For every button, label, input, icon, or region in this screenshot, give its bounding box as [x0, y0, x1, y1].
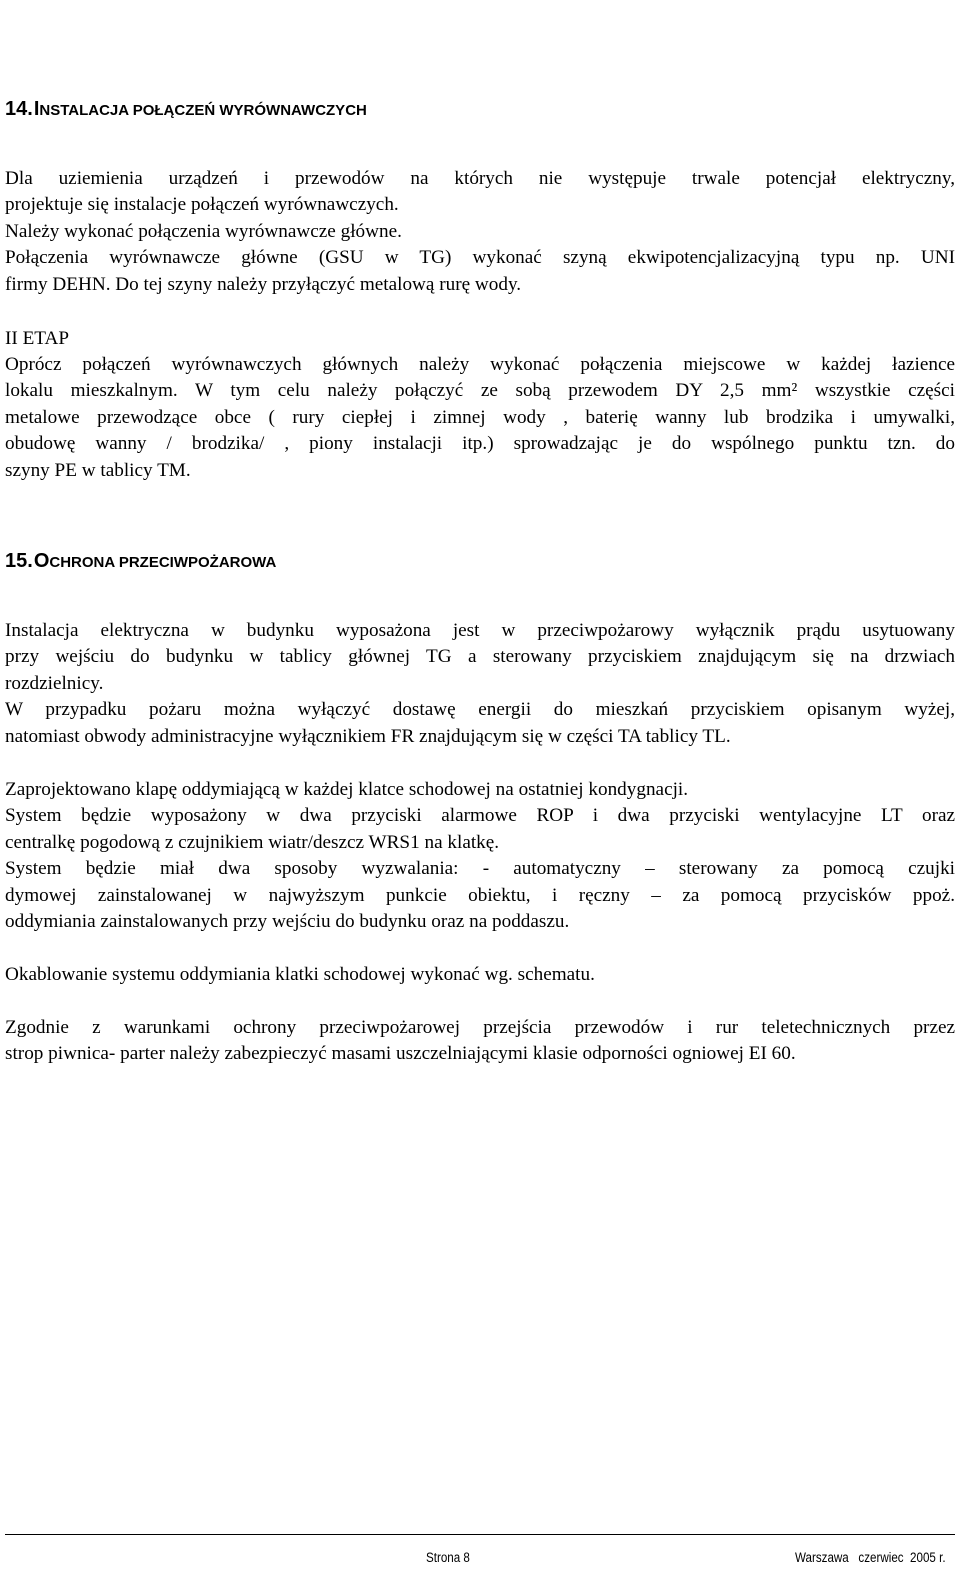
section-15-paragraph-4: [5, 1015, 955, 1068]
section-14-number: 14.: [5, 98, 33, 120]
text-line: System będzie wyposażony w dwa przyciski alarmowe ROP i dwa przyciski wentylacyjne LT oraz: [5, 805, 955, 827]
section-15-paragraph-3: Okablowanie systemu oddymiania klatki schodowej wykonać wg. schematu.: [5, 964, 595, 985]
footer-divider: [5, 1534, 955, 1535]
footer-page-number: Strona 8: [426, 1550, 470, 1565]
text-line: Dla uziemienia urządzeń i przewodów na których nie występuje trwale potencjał elektryczny,: [5, 168, 955, 189]
text-line: oddymiania zainstalowanych przy wejściu do budynku oraz na poddaszu.: [5, 911, 570, 933]
footer-place-date: Warszawa czerwiec 2005 r.: [795, 1550, 946, 1565]
text-line: rozdzielnicy.: [5, 672, 104, 694]
section-15-title-initial: O: [33, 550, 50, 572]
section-14-title-initial: I: [33, 98, 40, 120]
text-line: Oprócz połączeń wyrównawczych głównych należy wykonać połączenia miejscowe w każdej łazience: [5, 354, 955, 375]
section-15-title-rest: CHRONA PRZECIWPOŻAROWA: [49, 554, 277, 571]
section-15-paragraph-1: [5, 618, 955, 750]
text-line: Należy wykonać połączenia wyrównawcze główne.: [5, 220, 402, 242]
text-line: firmy DEHN. Do tej szyny należy przyłączyć metalową rurę wody.: [5, 273, 522, 295]
section-14-paragraph-1: [5, 166, 955, 298]
text-line: metalowe przewodzące obce ( rury ciepłej i zimnej wody , baterię wanny lub brodzika i umywalki,: [5, 406, 955, 428]
section-15-heading: [5, 550, 276, 573]
text-line: W przypadku pożaru można wyłączyć dostawę energii do mieszkań przyciskiem opisanym wyżej,: [5, 699, 955, 721]
section-15-number: 15.: [5, 550, 33, 572]
etap-label: II ETAP: [5, 328, 70, 349]
text-line: strop piwnica- parter należy zabezpieczyć masami uszczelniającymi klasie odporności ogniowej EI 60.: [5, 1043, 796, 1065]
section-15-paragraph-2: [5, 777, 955, 935]
section-14-heading: [5, 98, 367, 121]
text-line: Połączenia wyrównawcze główne (GSU w TG) wykonać szyną ekwipotencjalizacyjną typu np. UNI: [5, 247, 955, 269]
section-14-title-rest: NSTALACJA POŁĄCZEŃ WYRÓWNAWCZYCH: [39, 102, 367, 119]
text-line: obudowę wanny / brodzika/ , piony instalacji itp.) sprowadzając je do wspólnego punktu tzn. do: [5, 433, 955, 455]
text-line: dymowej zainstalowanej w najwyższym punkcie obiektu, i ręczny – za pomocą przycisków ppoż.: [5, 884, 955, 906]
text-line: centralkę pogodową z czujnikiem wiatr/deszcz WRS1 na klatkę.: [5, 831, 500, 853]
text-line: lokalu mieszkalnym. W tym celu należy połączyć ze sobą przewodem DY 2,5 mm² wszystkie części: [5, 380, 955, 402]
text-line: szyny PE w tablicy TM.: [5, 459, 191, 481]
text-line: projektuje się instalacje połączeń wyrównawczych.: [5, 194, 399, 216]
text-line: Zaprojektowano klapę oddymiającą w każdej klatce schodowej na ostatniej kondygnacji.: [5, 779, 689, 800]
text-line: przy wejściu do budynku w tablicy głównej TG a sterowany przyciskiem znajdującym się na drzwiach: [5, 646, 955, 668]
text-line: Zgodnie z warunkami ochrony przeciwpożarowej przejścia przewodów i rur teletechnicznych przez: [5, 1017, 955, 1038]
text-line: natomiast obwody administracyjne wyłącznikiem FR znajdującym się w części TA tablicy TL.: [5, 725, 731, 747]
section-14-paragraph-2: [5, 352, 955, 484]
text-line: Instalacja elektryczna w budynku wyposażona jest w przeciwpożarowy wyłącznik prądu usytuowany: [5, 620, 955, 641]
text-line: System będzie miał dwa sposoby wyzwalania: - automatyczny – sterowany za pomocą czujki: [5, 858, 955, 880]
document-page: [5, 0, 955, 1573]
